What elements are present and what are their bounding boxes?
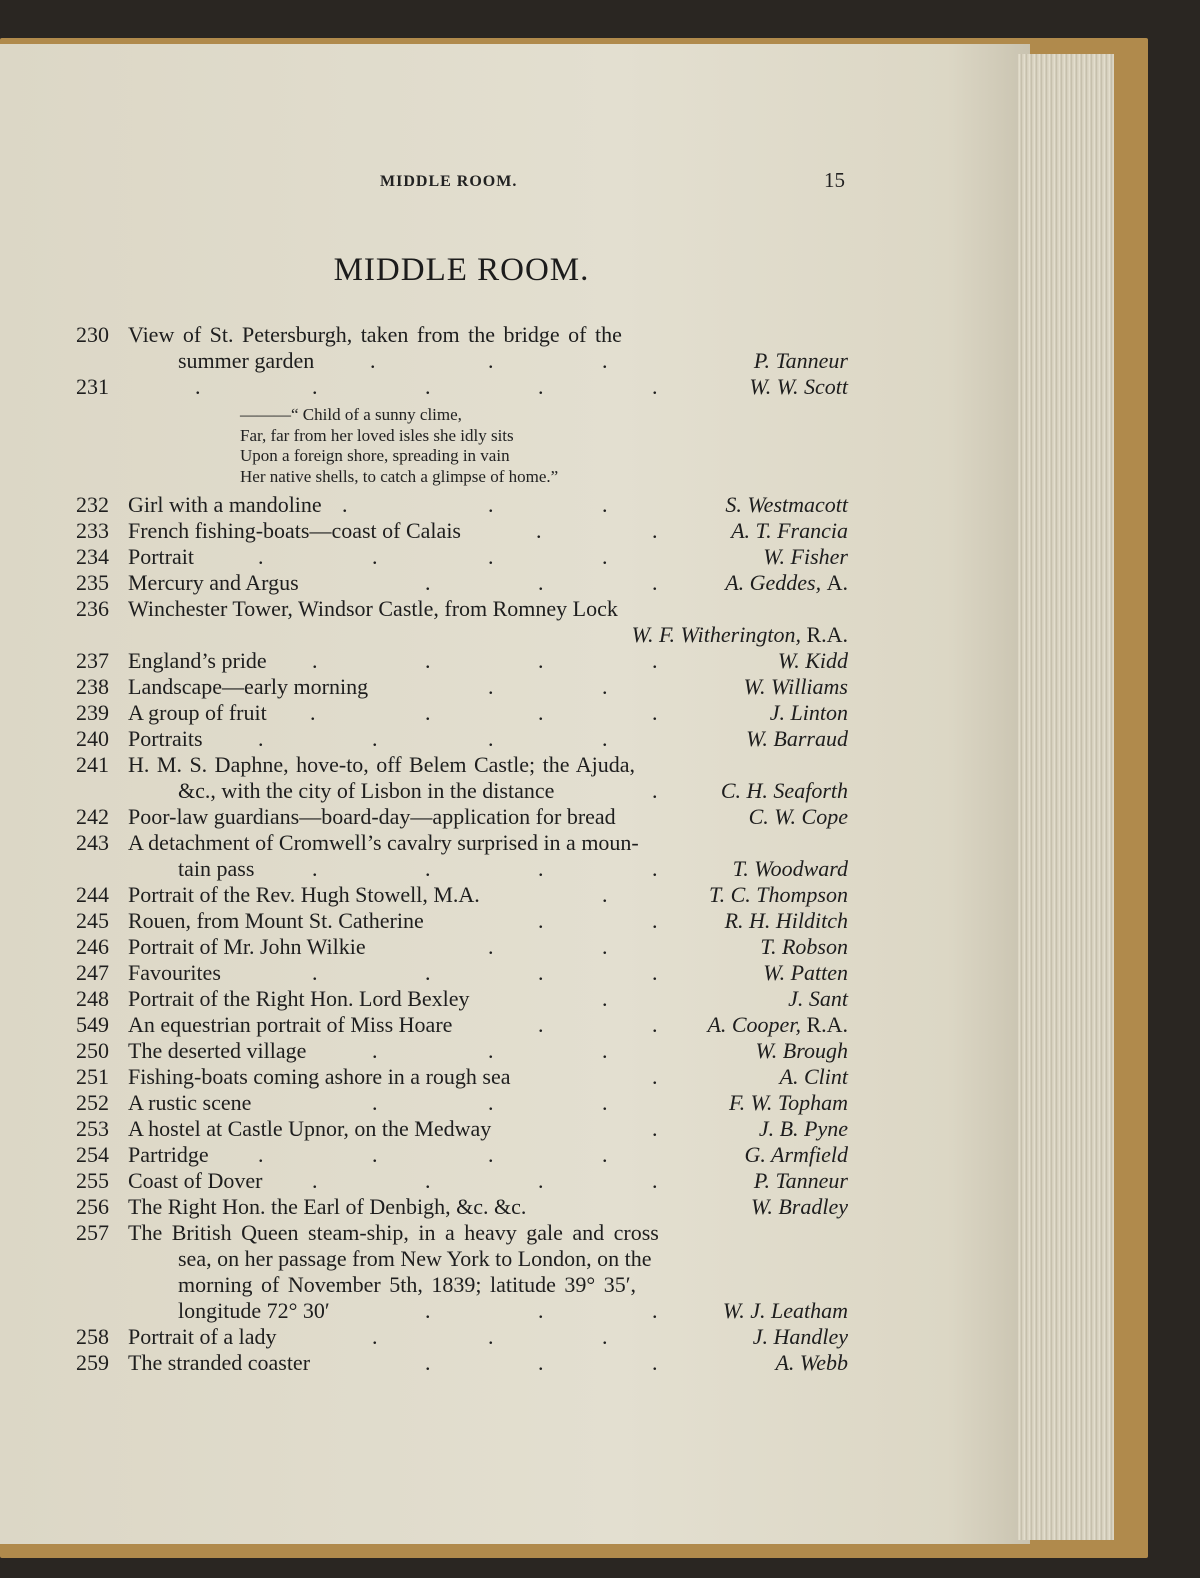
leader-dots: . (538, 960, 544, 985)
entry-artist: W. Fisher (763, 544, 848, 569)
leader-dots: . (425, 1168, 431, 1193)
leader-dots: . (538, 374, 544, 399)
entry-artist: A. Clint (779, 1064, 848, 1089)
leader-dots: . (652, 700, 658, 725)
entry-artist: W. W. Scott (749, 374, 848, 399)
entry-number: 251 (76, 1064, 109, 1089)
leader-dots: . (652, 856, 658, 881)
leader-dots: . (602, 726, 608, 751)
artist-name: A. Cooper, (707, 1012, 801, 1037)
entry-title-cont: sea, on her passage from New York to London, on the (178, 1246, 652, 1271)
page-edges (1018, 54, 1114, 1540)
entry-artist: C. H. Seaforth (720, 778, 848, 803)
catalogue-entry (0, 674, 1000, 700)
entry-artist: R. H. Hilditch (724, 908, 848, 933)
leader-dots: . (652, 1012, 658, 1037)
leader-dots: . (652, 908, 658, 933)
leader-dots: . (602, 544, 608, 569)
entry-artist: W. Bradley (751, 1194, 848, 1219)
entry-number: 240 (76, 726, 109, 751)
leader-dots: . (652, 1116, 658, 1141)
leader-dots: . (372, 544, 378, 569)
page-number: 15 (824, 168, 845, 192)
entry-number: 243 (76, 830, 109, 855)
leader-dots: . (372, 1038, 378, 1063)
entry-number: 233 (76, 518, 109, 543)
leader-dots: . (425, 960, 431, 985)
catalogue-entry-continued (0, 856, 1000, 882)
leader-dots: . (538, 648, 544, 673)
entry-number: 245 (76, 908, 109, 933)
leader-dots: . (312, 856, 318, 881)
entry-artist: F. W. Topham (728, 1090, 848, 1115)
entry-title: Poor-law guardians—board-day—application for bread (128, 804, 616, 829)
entry-artist: A. T. Francia (731, 518, 848, 543)
leader-dots: . (652, 778, 658, 803)
leader-dots: . (602, 1142, 608, 1167)
leader-dots: . (652, 960, 658, 985)
leader-dots: . (652, 1350, 658, 1375)
entry-number: 246 (76, 934, 109, 959)
entry-artist: P. Tanneur (753, 1168, 848, 1193)
leader-dots: . (488, 348, 494, 373)
entry-title: Rouen, from Mount St. Catherine (128, 908, 424, 933)
leader-dots: . (258, 1142, 264, 1167)
epigraph-quote (240, 405, 558, 487)
catalogue-entry (0, 322, 1000, 348)
quote-line: Upon a foreign shore, spreading in vain (240, 446, 510, 465)
leader-dots: . (602, 882, 608, 907)
leader-dots: . (602, 674, 608, 699)
catalogue-entry-continued (0, 1272, 1000, 1298)
entry-number: 231 (76, 374, 109, 399)
entry-artist (707, 1012, 848, 1038)
entry-title: An equestrian portrait of Miss Hoare (128, 1012, 453, 1037)
catalogue-entry (0, 1350, 1000, 1376)
catalogue-entry (0, 1168, 1000, 1194)
entry-number: 248 (76, 986, 109, 1011)
leader-dots: . (488, 1324, 494, 1349)
entry-artist: W. Barraud (746, 726, 848, 751)
entry-number: 239 (76, 700, 109, 725)
entry-title: Portrait (128, 544, 194, 569)
leader-dots: . (602, 986, 608, 1011)
catalogue-entry (0, 492, 1000, 518)
leader-dots: . (602, 492, 608, 517)
catalogue-entry (0, 1142, 1000, 1168)
leader-dots: . (370, 348, 376, 373)
entry-title: A hostel at Castle Upnor, on the Medway (128, 1116, 492, 1141)
leader-dots: . (488, 674, 494, 699)
leader-dots: . (310, 700, 316, 725)
entry-title-cont: morning of November 5th, 1839; latitude 39° 35′, (178, 1272, 637, 1297)
entry-artist: J. Linton (769, 700, 848, 725)
entry-title: A group of fruit (128, 700, 267, 725)
entry-title: A detachment of Cromwell’s cavalry surprised in a moun- (128, 830, 639, 855)
leader-dots: . (538, 1298, 544, 1323)
artist-name: A. Geddes, (725, 570, 822, 595)
leader-dots: . (372, 1090, 378, 1115)
entry-number: 242 (76, 804, 109, 829)
artist-suffix: A. (826, 570, 848, 595)
entry-title: Winchester Tower, Windsor Castle, from Romney Lock (128, 596, 618, 621)
entry-title: French fishing-boats—coast of Calais (128, 518, 461, 543)
entry-title: Favourites (128, 960, 221, 985)
leader-dots: . (602, 934, 608, 959)
entry-artist: J. Handley (752, 1324, 848, 1349)
entry-number: 255 (76, 1168, 109, 1193)
entry-title-cont: summer garden (178, 348, 315, 373)
entry-title: Fishing-boats coming ashore in a rough sea (128, 1064, 511, 1089)
leader-dots: . (602, 1038, 608, 1063)
catalogue-entry (0, 570, 1000, 596)
leader-dots: . (488, 934, 494, 959)
catalogue-entry (0, 1116, 1000, 1142)
catalogue-entry (0, 1012, 1000, 1038)
leader-dots: . (602, 1324, 608, 1349)
leader-dots: . (538, 856, 544, 881)
catalogue-entry-continued (0, 1246, 1000, 1272)
entry-title: Landscape—early morning (128, 674, 369, 699)
entry-number: 253 (76, 1116, 109, 1141)
leader-dots: . (538, 700, 544, 725)
leader-dots: . (258, 726, 264, 751)
entry-number: 230 (76, 322, 109, 347)
entry-artist: G. Armfield (744, 1142, 848, 1167)
leader-dots: . (602, 348, 608, 373)
quote-line: Far, far from her loved isles she idly sits (240, 425, 514, 445)
entry-number: 254 (76, 1142, 109, 1167)
leader-dots: . (425, 700, 431, 725)
leader-dots: . (425, 1350, 431, 1375)
quote-line: ———“ Child of a sunny clime, (240, 405, 462, 424)
leader-dots: . (488, 1142, 494, 1167)
section-title: MIDDLE ROOM. (333, 252, 590, 288)
leader-dots: . (538, 1350, 544, 1375)
catalogue-entry (0, 752, 1000, 778)
catalogue-entry (0, 648, 1000, 674)
entry-title: Partridge (128, 1142, 209, 1167)
entry-artist: T. Robson (760, 934, 848, 959)
catalogue-entry (0, 1220, 1000, 1246)
entry-number: 259 (76, 1350, 109, 1375)
leader-dots: . (652, 570, 658, 595)
artist-name: W. F. Witherington, (631, 622, 801, 647)
entry-title: The stranded coaster (128, 1350, 311, 1375)
catalogue-entry (0, 934, 1000, 960)
catalogue-entry (0, 986, 1000, 1012)
entry-title-cont: tain pass (178, 856, 255, 881)
entry-artist: W. Brough (755, 1038, 848, 1063)
catalogue-entry-continued (0, 778, 1000, 804)
entry-artist (725, 570, 848, 596)
leader-dots: . (312, 374, 318, 399)
leader-dots: . (536, 518, 542, 543)
entry-artist: T. C. Thompson (709, 882, 848, 907)
entry-title: Girl with a mandoline (128, 492, 322, 517)
entry-artist: A. Webb (775, 1350, 848, 1375)
catalogue-entry (0, 804, 1000, 830)
entry-number: 256 (76, 1194, 109, 1219)
entry-artist: W. Kidd (777, 648, 848, 673)
leader-dots: . (652, 1168, 658, 1193)
catalogue-entry-continued (0, 348, 1000, 374)
entry-title: The deserted village (128, 1038, 307, 1063)
artist-suffix: R.A. (806, 1012, 848, 1037)
leader-dots: . (312, 1168, 318, 1193)
entry-artist: W. J. Leatham (722, 1298, 848, 1323)
entry-title: Portrait of the Rev. Hugh Stowell, M.A. (128, 882, 480, 907)
entry-number: 257 (76, 1220, 109, 1245)
entry-title-cont: longitude 72° 30′ (178, 1298, 330, 1323)
entry-title: England’s pride (128, 648, 267, 673)
leader-dots: . (342, 492, 348, 517)
leader-dots: . (425, 648, 431, 673)
entry-title: The Right Hon. the Earl of Denbigh, &c. &c. (128, 1194, 527, 1219)
entry-number: 241 (76, 752, 109, 777)
leader-dots: . (488, 1038, 494, 1063)
leader-dots: . (312, 960, 318, 985)
catalogue-entry (0, 882, 1000, 908)
catalogue-entry (0, 700, 1000, 726)
catalogue-entry (0, 726, 1000, 752)
entry-artist: C. W. Cope (748, 804, 848, 829)
entry-number: 235 (76, 570, 109, 595)
entry-number: 234 (76, 544, 109, 569)
entry-number: 237 (76, 648, 109, 673)
catalogue-entry (0, 960, 1000, 986)
leader-dots: . (488, 544, 494, 569)
leader-dots: . (538, 570, 544, 595)
entry-title: Portrait of the Right Hon. Lord Bexley (128, 986, 470, 1011)
leader-dots: . (652, 518, 658, 543)
leader-dots: . (425, 374, 431, 399)
leader-dots: . (425, 856, 431, 881)
entry-artist (632, 622, 848, 648)
leader-dots: . (312, 648, 318, 673)
catalogue-entry (0, 830, 1000, 856)
leader-dots: . (425, 570, 431, 595)
entry-number: 236 (76, 596, 109, 621)
leader-dots: . (258, 544, 264, 569)
catalogue-entry (0, 544, 1000, 570)
leader-dots: . (372, 726, 378, 751)
entry-artist: S. Westmacott (725, 492, 848, 517)
artist-suffix: R.A. (806, 622, 848, 647)
entry-title: Mercury and Argus (128, 570, 299, 595)
leader-dots: . (372, 1324, 378, 1349)
catalogue-entry (0, 1038, 1000, 1064)
entry-title: The British Queen steam-ship, in a heavy gale and cross (128, 1220, 659, 1245)
leader-dots: . (652, 648, 658, 673)
entry-number: 258 (76, 1324, 109, 1349)
entry-title: Portrait of a lady (128, 1324, 277, 1349)
entry-artist: T. Woodward (732, 856, 848, 881)
quote-line: Her native shells, to catch a glimpse of home.” (240, 466, 559, 486)
leader-dots: . (372, 1142, 378, 1167)
catalogue-entry (0, 1194, 1000, 1220)
leader-dots: . (538, 1168, 544, 1193)
catalogue-entry (0, 518, 1000, 544)
leader-dots: . (195, 374, 201, 399)
catalogue-entry (0, 1324, 1000, 1350)
entry-artist: J. Sant (788, 986, 848, 1011)
entry-title: View of St. Petersburgh, taken from the bridge of the (128, 322, 622, 347)
entry-number: 244 (76, 882, 109, 907)
leader-dots: . (425, 1298, 431, 1323)
entry-title: Portrait of Mr. John Wilkie (128, 934, 366, 959)
catalogue-entry-continued (0, 622, 1000, 648)
catalogue-entry-continued (0, 1298, 1000, 1324)
catalogue-entry (0, 1090, 1000, 1116)
running-head: MIDDLE ROOM. (380, 173, 518, 190)
entry-artist: P. Tanneur (753, 348, 848, 373)
catalogue-entry (0, 908, 1000, 934)
entry-title: A rustic scene (128, 1090, 252, 1115)
entry-title: H. M. S. Daphne, hove-to, off Belem Castle; the Ajuda, (128, 752, 636, 777)
leader-dots: . (488, 726, 494, 751)
entry-number: 238 (76, 674, 109, 699)
entry-number: 252 (76, 1090, 109, 1115)
catalogue-entry (0, 1064, 1000, 1090)
entry-title: Portraits (128, 726, 203, 751)
entry-artist: W. Patten (763, 960, 848, 985)
leader-dots: . (602, 1090, 608, 1115)
entry-artist: W. Williams (743, 674, 848, 699)
leader-dots: . (652, 1298, 658, 1323)
entry-number: 250 (76, 1038, 109, 1063)
catalogue-entry (0, 596, 1000, 622)
leader-dots: . (538, 1012, 544, 1037)
entry-title: Coast of Dover (128, 1168, 263, 1193)
entry-number: 232 (76, 492, 109, 517)
catalogue-entry (0, 374, 1000, 400)
entry-artist: J. B. Pyne (758, 1116, 848, 1141)
entry-title-cont: &c., with the city of Lisbon in the distance (178, 778, 555, 803)
leader-dots: . (652, 1064, 658, 1089)
leader-dots: . (488, 1090, 494, 1115)
entry-number: 549 (76, 1012, 109, 1037)
entry-number: 247 (76, 960, 109, 985)
leader-dots: . (652, 374, 658, 399)
leader-dots: . (538, 908, 544, 933)
leader-dots: . (488, 492, 494, 517)
